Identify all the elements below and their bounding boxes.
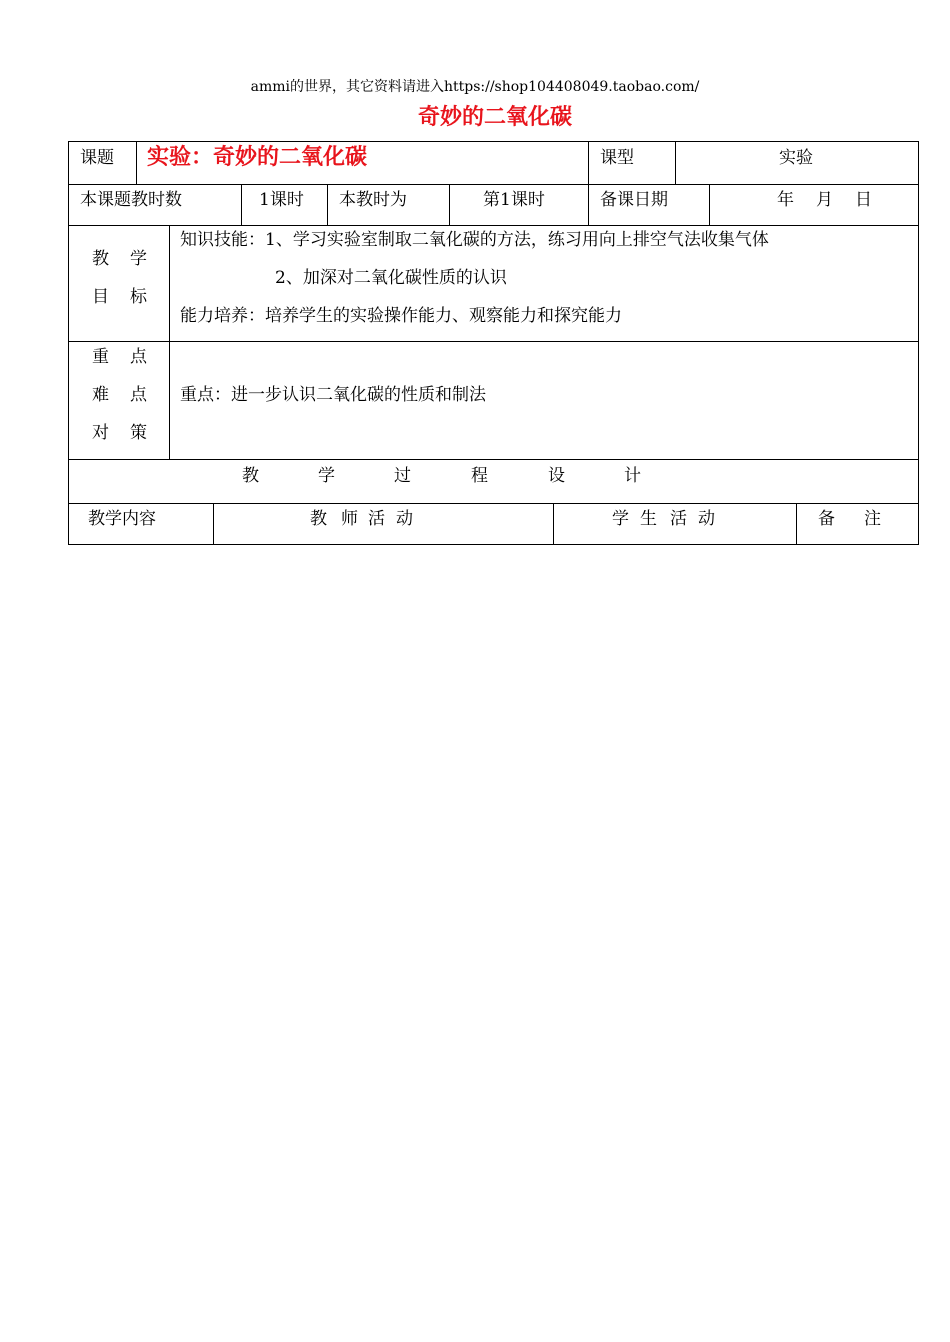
table-divider bbox=[213, 503, 214, 545]
table-divider bbox=[241, 184, 242, 226]
column-teacher-char: 教 bbox=[310, 509, 327, 529]
objective-line-knowledge: 知识技能：1、学习实验室制取二氧化碳的方法，练习用向上排空气法收集气体 bbox=[180, 230, 769, 250]
prep-date-label: 备课日期 bbox=[600, 190, 668, 210]
keypoints-label-char: 点 bbox=[130, 347, 147, 367]
keypoints-label-char: 策 bbox=[130, 423, 147, 443]
keypoints-label-char: 对 bbox=[92, 423, 109, 443]
process-heading-char: 过 bbox=[394, 466, 411, 486]
table-divider bbox=[709, 184, 710, 226]
objectives-label-char: 学 bbox=[130, 249, 147, 269]
table-divider bbox=[136, 141, 137, 185]
keypoints-content: 重点：进一步认识二氧化碳的性质和制法 bbox=[180, 385, 486, 405]
prep-date-day: 日 bbox=[855, 190, 872, 210]
column-student-char: 动 bbox=[698, 509, 715, 529]
objective-line-ability: 能力培养：培养学生的实验操作能力、观察能力和探究能力 bbox=[180, 306, 622, 326]
objectives-label-char: 目 bbox=[92, 287, 109, 307]
table-divider bbox=[68, 459, 919, 460]
table-divider bbox=[327, 184, 328, 226]
current-lesson-value: 第1课时 bbox=[483, 190, 545, 210]
document-title: 奇妙的二氧化碳 bbox=[417, 105, 572, 130]
table-divider bbox=[588, 184, 589, 226]
hours-label: 本课题教时数 bbox=[80, 190, 182, 210]
objectives-label-char: 教 bbox=[92, 249, 109, 269]
process-heading-char: 计 bbox=[624, 466, 641, 486]
column-notes-char: 备 bbox=[818, 509, 835, 529]
table-divider bbox=[588, 141, 589, 185]
process-heading-char: 设 bbox=[548, 466, 565, 486]
table-divider bbox=[449, 184, 450, 226]
type-value: 实验 bbox=[779, 148, 813, 168]
table-divider bbox=[169, 225, 170, 460]
table-divider bbox=[796, 503, 797, 545]
column-teacher-char: 活 bbox=[368, 509, 385, 529]
keypoints-label-char: 重 bbox=[92, 347, 109, 367]
current-lesson-label: 本教时为 bbox=[339, 190, 407, 210]
column-student-char: 学 bbox=[612, 509, 629, 529]
table-border-bottom bbox=[68, 544, 919, 545]
column-student-char: 生 bbox=[640, 509, 657, 529]
table-divider bbox=[675, 141, 676, 185]
table-border-top bbox=[68, 141, 919, 142]
topic-label: 课题 bbox=[80, 148, 114, 168]
objective-line-knowledge-2: 2、加深对二氧化碳性质的认识 bbox=[275, 268, 507, 288]
table-divider bbox=[68, 184, 919, 185]
process-heading-char: 程 bbox=[471, 466, 488, 486]
table-border-left bbox=[68, 141, 69, 545]
keypoints-label-char: 难 bbox=[92, 385, 109, 405]
column-notes-char: 注 bbox=[864, 509, 881, 529]
column-student-char: 活 bbox=[670, 509, 687, 529]
prep-date-month: 月 bbox=[816, 190, 833, 210]
hours-value: 1课时 bbox=[259, 190, 304, 210]
topic-value: 实验：奇妙的二氧化碳 bbox=[147, 145, 368, 170]
type-label: 课型 bbox=[600, 148, 634, 168]
process-heading-char: 教 bbox=[242, 466, 259, 486]
table-divider bbox=[68, 503, 919, 504]
table-divider bbox=[553, 503, 554, 545]
objectives-label-char: 标 bbox=[130, 287, 147, 307]
process-heading-char: 学 bbox=[318, 466, 335, 486]
table-border-right bbox=[918, 141, 919, 545]
column-teacher-char: 师 bbox=[341, 509, 358, 529]
column-teaching-content: 教学内容 bbox=[88, 509, 156, 529]
keypoints-label-char: 点 bbox=[130, 385, 147, 405]
page-header-text: ammi的世界，其它资料请进入https://shop104408049.taobao.com/ bbox=[250, 79, 700, 95]
table-divider bbox=[68, 341, 919, 342]
prep-date-year: 年 bbox=[777, 190, 794, 210]
table-divider bbox=[68, 225, 919, 226]
column-teacher-char: 动 bbox=[396, 509, 413, 529]
